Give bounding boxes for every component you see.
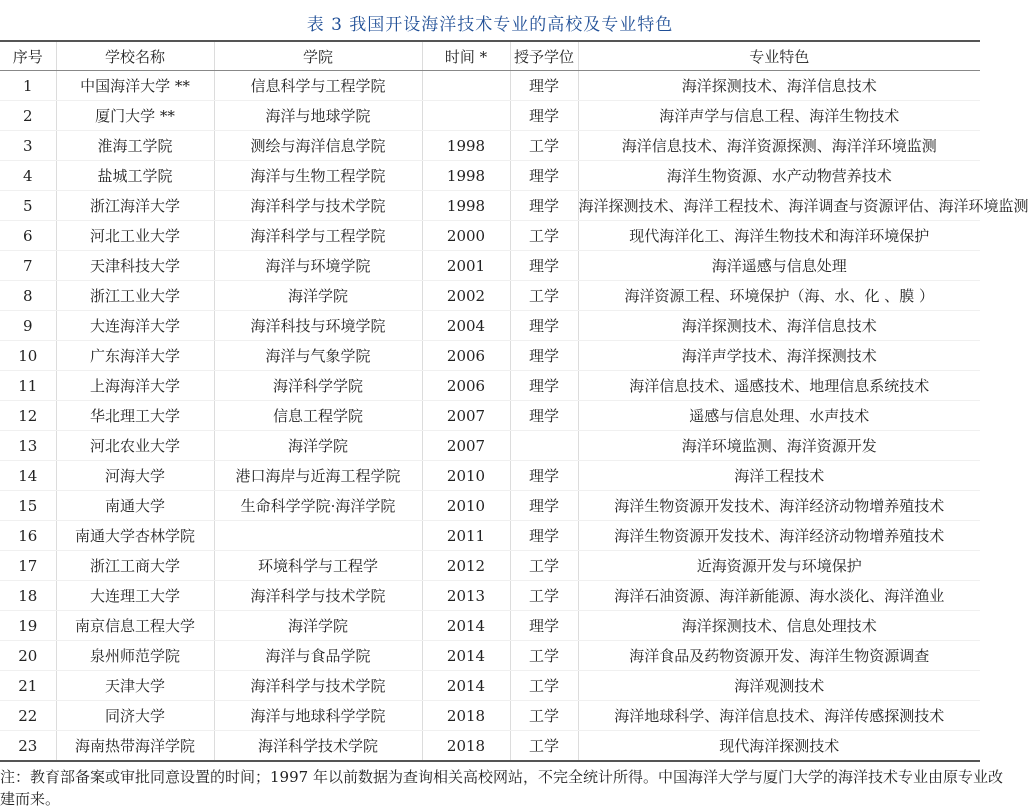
cell-features: 海洋工程技术: [578, 461, 980, 491]
cell-college: 海洋学院: [214, 611, 422, 641]
table-row: [0, 491, 980, 521]
cell-year: 2018: [422, 731, 510, 762]
cell-school: 淮海工学院: [56, 131, 214, 161]
header-year: 时间 *: [422, 41, 510, 71]
cell-features: 海洋环境监测、海洋资源开发: [578, 431, 980, 461]
cell-features: 海洋食品及药物资源开发、海洋生物资源调查: [578, 641, 980, 671]
cell-year: 2007: [422, 401, 510, 431]
cell-degree: 理学: [510, 491, 578, 521]
cell-number: 2: [0, 101, 56, 131]
table-row: [0, 281, 980, 311]
cell-degree: 理学: [510, 311, 578, 341]
cell-school: 盐城工学院: [56, 161, 214, 191]
cell-degree: 理学: [510, 341, 578, 371]
cell-year: 2014: [422, 611, 510, 641]
cell-year: 2000: [422, 221, 510, 251]
cell-school: 大连海洋大学: [56, 311, 214, 341]
cell-features: 海洋探测技术、海洋信息技术: [578, 311, 980, 341]
cell-college: 海洋科学与技术学院: [214, 191, 422, 221]
table-row: [0, 101, 980, 131]
cell-degree: 工学: [510, 281, 578, 311]
cell-number: 8: [0, 281, 56, 311]
cell-school: 浙江海洋大学: [56, 191, 214, 221]
cell-number: 12: [0, 401, 56, 431]
cell-school: 天津大学: [56, 671, 214, 701]
cell-year: 2014: [422, 671, 510, 701]
cell-school: 中国海洋大学 **: [56, 71, 214, 101]
table-row: [0, 701, 980, 731]
cell-features: 遥感与信息处理、水声技术: [578, 401, 980, 431]
cell-college: 信息工程学院: [214, 401, 422, 431]
header-school: 学校名称: [56, 41, 214, 71]
table-row: [0, 461, 980, 491]
cell-features: 近海资源开发与环境保护: [578, 551, 980, 581]
cell-year: 2002: [422, 281, 510, 311]
cell-number: 6: [0, 221, 56, 251]
header-college: 学院: [214, 41, 422, 71]
cell-year: 2013: [422, 581, 510, 611]
cell-features: 海洋信息技术、海洋资源探测、海洋洋环境监测: [578, 131, 980, 161]
cell-school: 浙江工商大学: [56, 551, 214, 581]
cell-features: 海洋地球科学、海洋信息技术、海洋传感探测技术: [578, 701, 980, 731]
table-row: [0, 431, 980, 461]
cell-number: 19: [0, 611, 56, 641]
cell-year: 2014: [422, 641, 510, 671]
cell-number: 13: [0, 431, 56, 461]
cell-number: 18: [0, 581, 56, 611]
table-footnote: 注：教育部备案或审批同意设置的时间；1997 年以前数据为查询相关高校网站，不完全统计所得。中国海洋大学与厦门大学的海洋技术专业由原专业改建而来。: [0, 768, 1003, 808]
cell-number: 22: [0, 701, 56, 731]
cell-number: 15: [0, 491, 56, 521]
cell-year: [422, 71, 510, 101]
cell-year: 2004: [422, 311, 510, 341]
table-row: [0, 371, 980, 401]
cell-college: 生命科学学院·海洋学院: [214, 491, 422, 521]
cell-year: 2012: [422, 551, 510, 581]
cell-college: 海洋科技与环境学院: [214, 311, 422, 341]
cell-college: 海洋科学技术学院: [214, 731, 422, 762]
cell-degree: 工学: [510, 731, 578, 762]
table-row: [0, 731, 980, 762]
cell-school: 大连理工大学: [56, 581, 214, 611]
cell-features: 海洋探测技术、海洋信息技术: [578, 71, 980, 101]
cell-year: 2006: [422, 371, 510, 401]
cell-degree: 工学: [510, 641, 578, 671]
cell-college: 海洋与气象学院: [214, 341, 422, 371]
cell-college: 海洋学院: [214, 431, 422, 461]
cell-college: 海洋学院: [214, 281, 422, 311]
cell-year: 2010: [422, 461, 510, 491]
cell-features: 海洋生物资源开发技术、海洋经济动物增养殖技术: [578, 491, 980, 521]
cell-college: 港口海岸与近海工程学院: [214, 461, 422, 491]
cell-college: 海洋科学与技术学院: [214, 581, 422, 611]
cell-number: 20: [0, 641, 56, 671]
cell-number: 21: [0, 671, 56, 701]
table-row: [0, 341, 980, 371]
cell-year: 1998: [422, 161, 510, 191]
cell-features: 海洋石油资源、海洋新能源、海水淡化、海洋渔业: [578, 581, 980, 611]
cell-degree: 工学: [510, 581, 578, 611]
cell-college: 海洋科学与工程学院: [214, 221, 422, 251]
cell-year: 2010: [422, 491, 510, 521]
cell-school: 海南热带海洋学院: [56, 731, 214, 762]
cell-degree: 理学: [510, 371, 578, 401]
cell-school: 上海海洋大学: [56, 371, 214, 401]
cell-number: 1: [0, 71, 56, 101]
cell-school: 南通大学: [56, 491, 214, 521]
table-row: [0, 221, 980, 251]
cell-features: 海洋观测技术: [578, 671, 980, 701]
cell-degree: 工学: [510, 131, 578, 161]
header-features: 专业特色: [578, 41, 980, 71]
cell-number: 10: [0, 341, 56, 371]
cell-year: 2018: [422, 701, 510, 731]
header-number: 序号: [0, 41, 56, 71]
cell-year: 1998: [422, 191, 510, 221]
cell-school: 天津科技大学: [56, 251, 214, 281]
cell-features: 现代海洋探测技术: [578, 731, 980, 762]
cell-features: 海洋遥感与信息处理: [578, 251, 980, 281]
table-row: [0, 251, 980, 281]
cell-college: 海洋与食品学院: [214, 641, 422, 671]
cell-number: 5: [0, 191, 56, 221]
cell-college: 海洋与地球科学学院: [214, 701, 422, 731]
cell-features: 海洋信息技术、遥感技术、地理信息系统技术: [578, 371, 980, 401]
cell-college: 环境科学与工程学: [214, 551, 422, 581]
cell-year: 2001: [422, 251, 510, 281]
table-row: [0, 551, 980, 581]
cell-school: 华北理工大学: [56, 401, 214, 431]
cell-features: 海洋资源工程、环境保护（海、水、化 、膜 ）: [578, 281, 980, 311]
cell-features: 海洋生物资源开发技术、海洋经济动物增养殖技术: [578, 521, 980, 551]
cell-features: 海洋生物资源、水产动物营养技术: [578, 161, 980, 191]
cell-degree: 工学: [510, 221, 578, 251]
header-degree: 授予学位: [510, 41, 578, 71]
table-caption: 表 3 我国开设海洋技术专业的高校及专业特色: [306, 15, 674, 35]
cell-school: 河北农业大学: [56, 431, 214, 461]
table-row: [0, 521, 980, 551]
cell-features: 现代海洋化工、海洋生物技术和海洋环境保护: [578, 221, 980, 251]
cell-features: 海洋声学技术、海洋探测技术: [578, 341, 980, 371]
cell-year: [422, 101, 510, 131]
cell-year: 2006: [422, 341, 510, 371]
cell-degree: 理学: [510, 71, 578, 101]
cell-college: 海洋与地球学院: [214, 101, 422, 131]
cell-school: 同济大学: [56, 701, 214, 731]
cell-college: 海洋与环境学院: [214, 251, 422, 281]
cell-college: 海洋科学学院: [214, 371, 422, 401]
universities-table: [0, 40, 1029, 762]
table-row: [0, 191, 980, 221]
cell-degree: 理学: [510, 521, 578, 551]
cell-number: 3: [0, 131, 56, 161]
cell-school: 南京信息工程大学: [56, 611, 214, 641]
cell-number: 14: [0, 461, 56, 491]
cell-number: 17: [0, 551, 56, 581]
cell-features: 海洋声学与信息工程、海洋生物技术: [578, 101, 980, 131]
cell-college: 测绘与海洋信息学院: [214, 131, 422, 161]
table-row: [0, 161, 980, 191]
cell-number: 4: [0, 161, 56, 191]
table-row: [0, 641, 980, 671]
cell-degree: [510, 431, 578, 461]
cell-year: 2011: [422, 521, 510, 551]
table-row: [0, 311, 980, 341]
cell-degree: 工学: [510, 671, 578, 701]
cell-number: 23: [0, 731, 56, 762]
cell-school: 泉州师范学院: [56, 641, 214, 671]
cell-number: 9: [0, 311, 56, 341]
table-row: [0, 401, 980, 431]
cell-school: 河海大学: [56, 461, 214, 491]
cell-school: 厦门大学 **: [56, 101, 214, 131]
cell-year: 1998: [422, 131, 510, 161]
cell-degree: 理学: [510, 161, 578, 191]
cell-degree: 理学: [510, 251, 578, 281]
cell-college: 信息科学与工程学院: [214, 71, 422, 101]
cell-degree: 理学: [510, 461, 578, 491]
cell-number: 7: [0, 251, 56, 281]
cell-school: 广东海洋大学: [56, 341, 214, 371]
table-row: [0, 581, 980, 611]
cell-degree: 理学: [510, 101, 578, 131]
cell-features: 海洋探测技术、海洋工程技术、海洋调查与资源评估、海洋环境监测: [578, 191, 980, 221]
cell-number: 16: [0, 521, 56, 551]
table-header-row: [0, 41, 980, 71]
cell-college: 海洋与生物工程学院: [214, 161, 422, 191]
cell-year: 2007: [422, 431, 510, 461]
table-row: [0, 671, 980, 701]
cell-school: 南通大学杏林学院: [56, 521, 214, 551]
cell-degree: 工学: [510, 551, 578, 581]
cell-school: 河北工业大学: [56, 221, 214, 251]
cell-college: [214, 521, 422, 551]
cell-college: 海洋科学与技术学院: [214, 671, 422, 701]
cell-number: 11: [0, 371, 56, 401]
cell-degree: 理学: [510, 611, 578, 641]
table-row: [0, 131, 980, 161]
table-row: [0, 611, 980, 641]
cell-school: 浙江工业大学: [56, 281, 214, 311]
cell-features: 海洋探测技术、信息处理技术: [578, 611, 980, 641]
cell-degree: 工学: [510, 701, 578, 731]
table-row: [0, 71, 980, 101]
cell-degree: 理学: [510, 401, 578, 431]
cell-degree: 理学: [510, 191, 578, 221]
